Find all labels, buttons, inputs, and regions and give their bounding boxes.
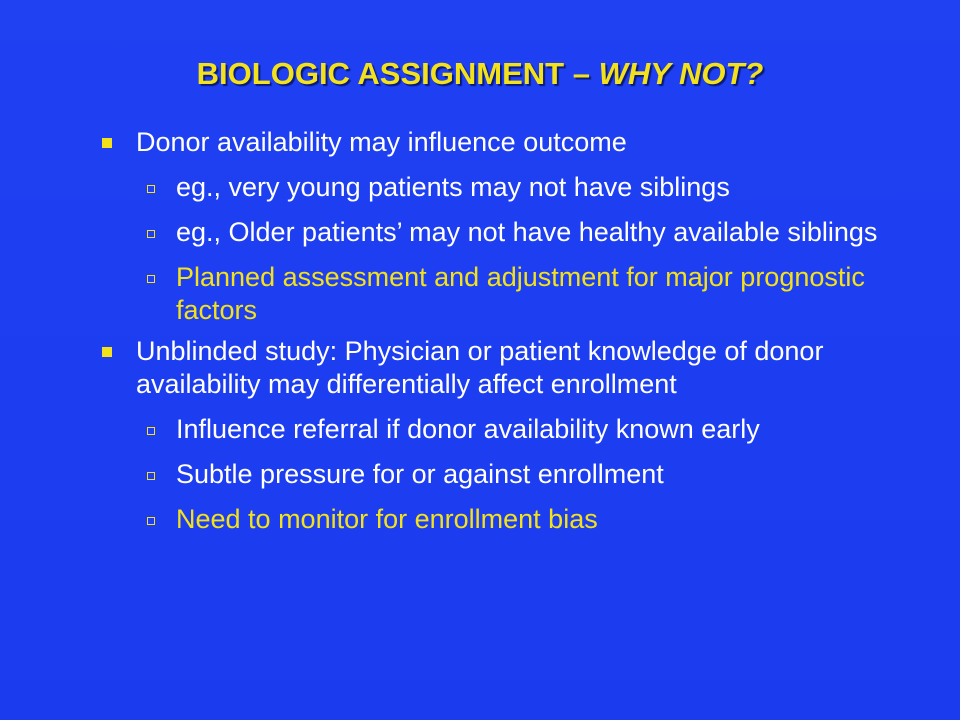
- sub-bullet-text: Influence referral if donor availability known early: [176, 414, 760, 444]
- hollow-square-bullet-icon: [147, 472, 155, 480]
- bullet-text: Donor availability may influence outcome: [136, 127, 627, 157]
- sub-bullet-text: Need to monitor for enrollment bias: [176, 504, 598, 534]
- sub-bullet-item-highlight: [96, 261, 896, 327]
- bullet-item: [96, 126, 896, 159]
- hollow-square-bullet-icon: [147, 185, 155, 193]
- bullet-text: Unblinded study: Physician or patient knowledge of donor availability may differentially affect enrollment: [136, 336, 824, 399]
- hollow-square-bullet-icon: [147, 230, 155, 238]
- sub-bullet-item: [96, 413, 896, 446]
- sub-bullet-text: eg., very young patients may not have siblings: [176, 172, 730, 202]
- sub-bullet-text: Planned assessment and adjustment for major prognostic factors: [176, 262, 865, 325]
- sub-bullet-text: Subtle pressure for or against enrollment: [176, 459, 664, 489]
- bullet-list: [96, 126, 896, 536]
- hollow-square-bullet-icon: [147, 275, 155, 283]
- slide-title-emphasis: WHY NOT?: [598, 56, 764, 91]
- hollow-square-bullet-icon: [147, 517, 155, 525]
- sub-bullet-item: [96, 458, 896, 491]
- sub-bullet-item-highlight: [96, 503, 896, 536]
- bullet-item: [96, 335, 896, 401]
- sub-bullet-item: [96, 216, 896, 249]
- sub-bullet-text: eg., Older patients’ may not have healthy available siblings: [176, 217, 878, 247]
- hollow-square-bullet-icon: [147, 427, 155, 435]
- sub-bullet-item: [96, 171, 896, 204]
- slide-title-main: BIOLOGIC ASSIGNMENT –: [196, 56, 599, 91]
- square-bullet-icon: [102, 347, 112, 357]
- square-bullet-icon: [102, 138, 112, 148]
- slide-title: [0, 56, 960, 92]
